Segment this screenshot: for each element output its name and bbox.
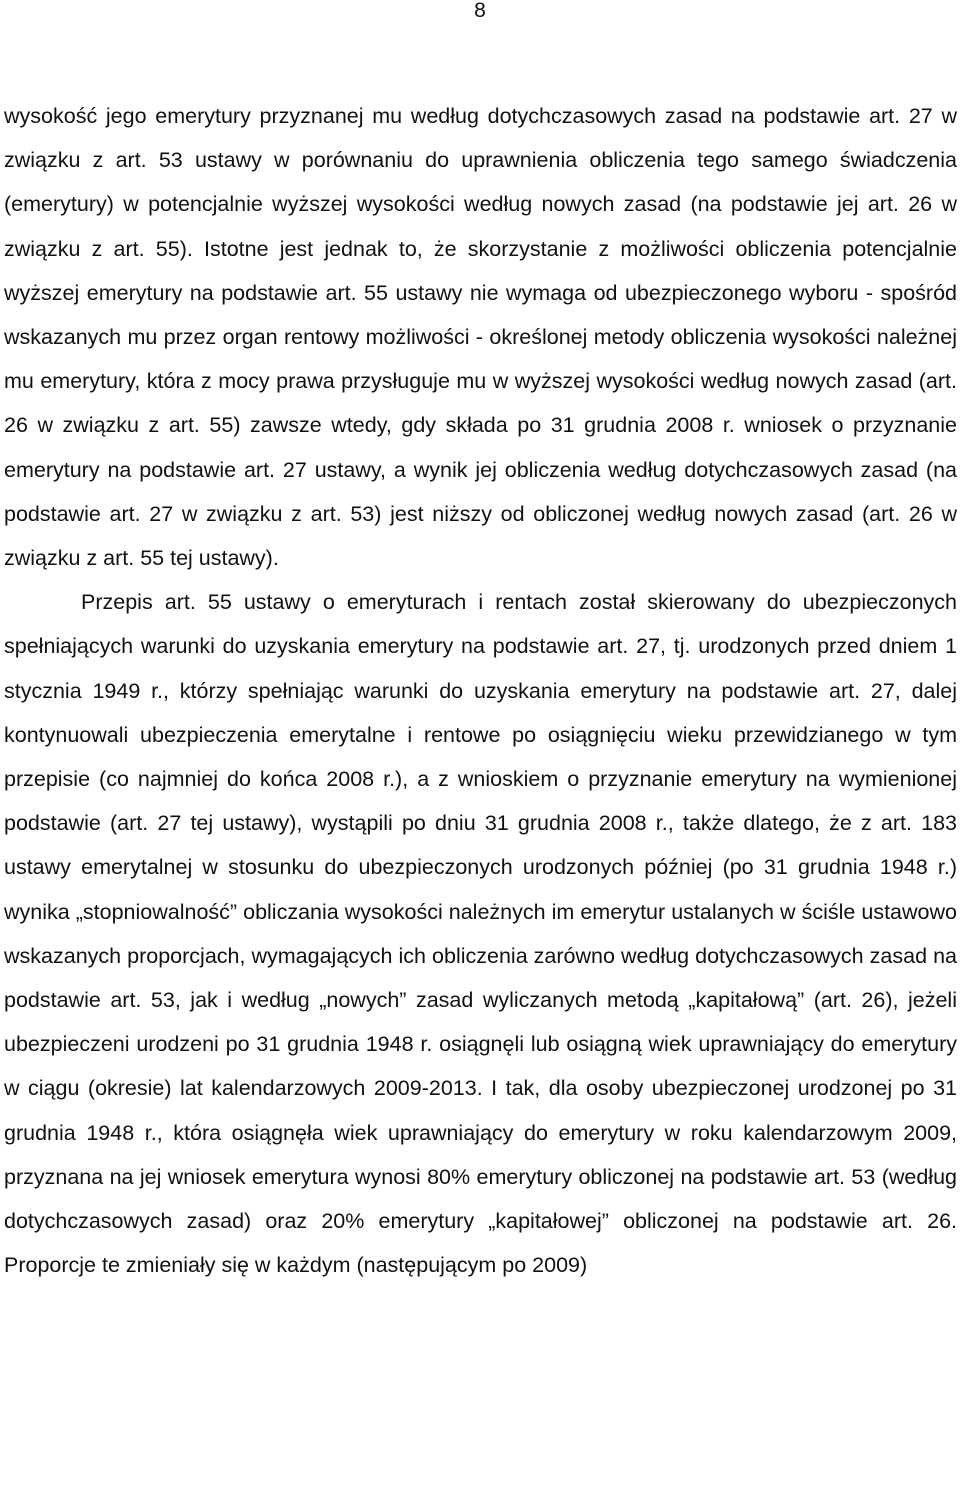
paragraph-1: wysokość jego emerytury przyznanej mu według dotychczasowych zasad na podstawie art. 27 w związku z art. 53 ustawy w porównaniu do uprawnienia obliczenia tego samego świadczenia (emerytury) w potencjalnie wyższej wysokości według nowych zasad (na podstawie jej art. 26 w związku z art. 55). Istotne jest jednak to, że skorzystanie z możliwości obliczenia potencjalnie wyższej emerytury na podstawie art. 55 ustawy nie wymaga od ubezpieczonego wyboru - spośród wskazanych mu przez organ rentowy możliwości - określonej metody obliczenia wysokości należnej mu emerytury, która z mocy prawa przysługuje mu w wyższej wysokości według nowych zasad (art. 26 w związku z art. 55) zawsze wtedy, gdy składa po 31 grudnia 2008 r. wniosek o przyznanie emerytury na podstawie art. 27 ustawy, a wynik jej obliczenia według dotychczasowych zasad (na podstawie art. 27 w związku z art. 53) jest niższy od obliczonej według nowych zasad (art. 26 w związku z art. 55 tej ustawy). [4,104,957,571]
page-number: 8 [474,0,486,22]
document-body [4,94,957,1287]
paragraph-2: Przepis art. 55 ustawy o emeryturach i rentach został skierowany do ubezpieczonych spełniających warunki do uzyskania emerytury na podstawie art. 27, tj. urodzonych przed dniem 1 stycznia 1949 r., którzy spełniając warunki do uzyskania emerytury na podstawie art. 27, dalej kontynuowali ubezpieczenia emerytalne i rentowe po osiągnięciu wieku przewidzianego w tym przepisie (co najmniej do końca 2008 r.), a z wnioskiem o przyznanie emerytury na wymienionej podstawie (art. 27 tej ustawy), wystąpili po dniu 31 grudnia 2008 r., także dlatego, że z art. 183 ustawy emerytalnej w stosunku do ubezpieczonych urodzonych później (po 31 grudnia 1948 r.) wynika „stopniowalność” obliczania wysokości należnych im emerytur ustalanych w ściśle ustawowo wskazanych proporcjach, wymagających ich obliczenia zarówno według dotychczasowych zasad na podstawie art. 53, jak i według „nowych” zasad wyliczanych metodą „kapitałową” (art. 26), jeżeli ubezpieczeni urodzeni po 31 grudnia 1948 r. osiągnęli lub osiągną wiek uprawniający do emerytury w ciągu (okresie) lat kalendarzowych 2009-2013. I tak, dla osoby ubezpieczonej urodzonej po 31 grudnia 1948 r., która osiągnęła wiek uprawniający do emerytury w roku kalendarzowym 2009, przyznana na jej wniosek emerytura wynosi 80% emerytury obliczonej na podstawie art. 53 (według dotychczasowych zasad) oraz 20% emerytury „kapitałowej” obliczonej na podstawie art. 26. Proporcje te zmieniały się w każdym (następującym po 2009) [4,590,957,1278]
